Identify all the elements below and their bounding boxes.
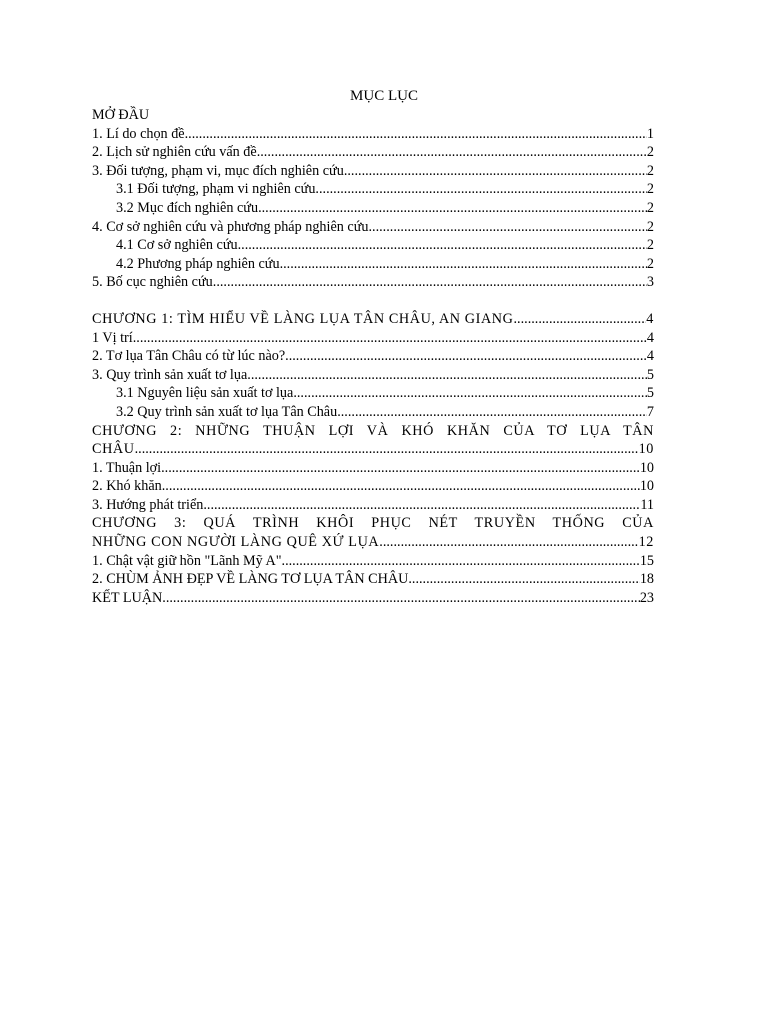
toc-page-number: 4: [646, 348, 654, 365]
toc-entry-label: CHÂU: [92, 441, 135, 458]
toc-page-number: 4: [646, 310, 654, 327]
toc-entry-label: 3.1 Nguyên liệu sản xuất tơ lụa: [116, 385, 294, 402]
toc-entry: [92, 589, 654, 608]
toc-page-number: 5: [646, 385, 654, 402]
toc-entry-label: MỞ ĐẦU: [92, 107, 150, 123]
toc-chapter-line: CHƯƠNG 2: NHỮNG THUẬN LỢI VÀ KHÓ KHĂN CỦA TƠ LỤA TÂN: [92, 422, 654, 439]
dot-leader: [203, 496, 640, 515]
toc-page-number: 10: [638, 441, 654, 458]
toc-entry-label: 2. Tơ lụa Tân Châu có từ lúc nào?: [92, 348, 286, 365]
toc-entry: [92, 273, 654, 292]
toc-page-number: 2: [646, 144, 654, 161]
toc-chapter-line: CHƯƠNG 3: QUÁ TRÌNH KHÔI PHỤC NÉT TRUYỀN THỐNG CỦA: [92, 515, 654, 532]
toc-entry-label: 3.2 Mục đích nghiên cứu: [116, 199, 259, 216]
dot-leader: [293, 384, 647, 403]
dot-leader: [285, 347, 647, 366]
dot-leader: [185, 125, 647, 144]
toc-entry-label: KẾT LUẬN: [92, 589, 163, 606]
toc-subentry: [92, 236, 654, 255]
toc-entry-label: 4. Cơ sở nghiên cứu và phương pháp nghiên cứu: [92, 218, 369, 235]
table-of-contents: [92, 106, 654, 607]
dot-leader: [161, 459, 640, 478]
toc-entry-label: 1. Lí do chọn đề: [92, 125, 185, 142]
toc-entry-label: NHỮNG CON NGƯỜI LÀNG QUÊ XỨ LỤA: [92, 534, 380, 551]
toc-page-number: 11: [640, 496, 654, 513]
toc-chapter-1: [92, 310, 654, 329]
toc-page-number: 23: [639, 589, 654, 606]
toc-subentry: [92, 199, 654, 218]
page-title: MỤC LỤC: [350, 88, 418, 104]
toc-entry-label: 3.1 Đối tượng, phạm vi nghiên cứu: [116, 181, 316, 198]
toc-entry-label: 1. Thuận lợi: [92, 459, 162, 476]
toc-entry: [92, 218, 654, 237]
toc-page-number: 2: [646, 181, 654, 198]
toc-chapter-line-end: [92, 533, 654, 552]
dot-leader: [315, 180, 646, 199]
toc-entry: [92, 347, 654, 366]
dot-leader: [133, 329, 647, 348]
dot-leader: [257, 143, 647, 162]
toc-page-number: 10: [639, 478, 654, 495]
toc-page-number: 2: [646, 218, 654, 235]
toc-entry-label: 2. Khó khăn: [92, 478, 162, 495]
toc-chapter-3: [92, 514, 654, 551]
toc-subentry: [92, 180, 654, 199]
toc-chapter-line-end: [92, 440, 654, 459]
toc-page-number: 2: [646, 162, 654, 179]
toc-page-number: 10: [639, 459, 654, 476]
toc-page-number: 1: [646, 125, 654, 142]
toc-entry-label: 4.1 Cơ sở nghiên cứu: [116, 237, 238, 254]
toc-entry-label: 3. Đối tượng, phạm vi, mục đích nghiên cứu: [92, 162, 344, 179]
dot-leader: [408, 570, 639, 589]
dot-leader: [135, 440, 639, 459]
dot-leader: [162, 477, 640, 496]
toc-page-number: 15: [639, 552, 654, 569]
dot-leader: [337, 403, 647, 422]
toc-subentry: [92, 384, 654, 403]
toc-entry-label: 2. CHÙM ẢNH ĐẸP VỀ LÀNG TƠ LỤA TÂN CHÂU: [92, 571, 409, 588]
dot-leader: [213, 273, 647, 292]
toc-entry-label: 3.2 Quy trình sản xuất tơ lụa Tân Châu: [116, 403, 338, 420]
toc-entry: [92, 125, 654, 144]
toc-page-number: 18: [639, 571, 654, 588]
toc-page-number: 7: [646, 403, 654, 420]
dot-leader: [247, 366, 647, 385]
dot-leader: [514, 310, 647, 329]
toc-page-number: 5: [646, 366, 654, 383]
toc-chapter-2: [92, 422, 654, 459]
toc-page-number: 12: [638, 534, 654, 551]
toc-entry: [92, 366, 654, 385]
toc-entry-label: CHƯƠNG 1: TÌM HIỂU VỀ LÀNG LỤA TÂN CHÂU, AN GIANG: [92, 310, 514, 327]
toc-page-number: 2: [646, 255, 654, 272]
dot-leader: [282, 552, 640, 571]
toc-entry-label: 1. Chật vật giữ hồn "Lãnh Mỹ A": [92, 552, 282, 569]
toc-page-number: 2: [646, 199, 654, 216]
toc-entry-label: 4.2 Phương pháp nghiên cứu: [116, 255, 280, 272]
toc-subentry: [92, 403, 654, 422]
toc-entry: [92, 496, 654, 515]
dot-leader: [258, 199, 647, 218]
toc-page-number: 3: [646, 274, 654, 291]
toc-entry: [92, 162, 654, 181]
toc-entry: [92, 143, 654, 162]
toc-page-number: 2: [646, 237, 654, 254]
toc-subentry: [92, 255, 654, 274]
toc-entry: [92, 570, 654, 589]
toc-entry: [92, 477, 654, 496]
dot-leader: [238, 236, 647, 255]
toc-entry: [92, 552, 654, 571]
toc-entry-label: 3. Quy trình sản xuất tơ lụa: [92, 366, 248, 383]
dot-leader: [162, 589, 640, 608]
dot-leader: [379, 533, 638, 552]
toc-entry-label: 3. Hướng phát triển: [92, 496, 204, 513]
toc-heading-introduction: [92, 106, 654, 125]
toc-page-number: 4: [646, 329, 654, 346]
dot-leader: [344, 162, 647, 181]
dot-leader: [280, 255, 647, 274]
toc-entry: [92, 329, 654, 348]
toc-entry-label: 1 Vị trí: [92, 329, 133, 346]
toc-entry-label: 5. Bố cục nghiên cứu: [92, 274, 213, 291]
dot-leader: [368, 218, 646, 237]
toc-entry-label: 2. Lịch sử nghiên cứu vấn đề: [92, 144, 257, 161]
toc-entry: [92, 459, 654, 478]
